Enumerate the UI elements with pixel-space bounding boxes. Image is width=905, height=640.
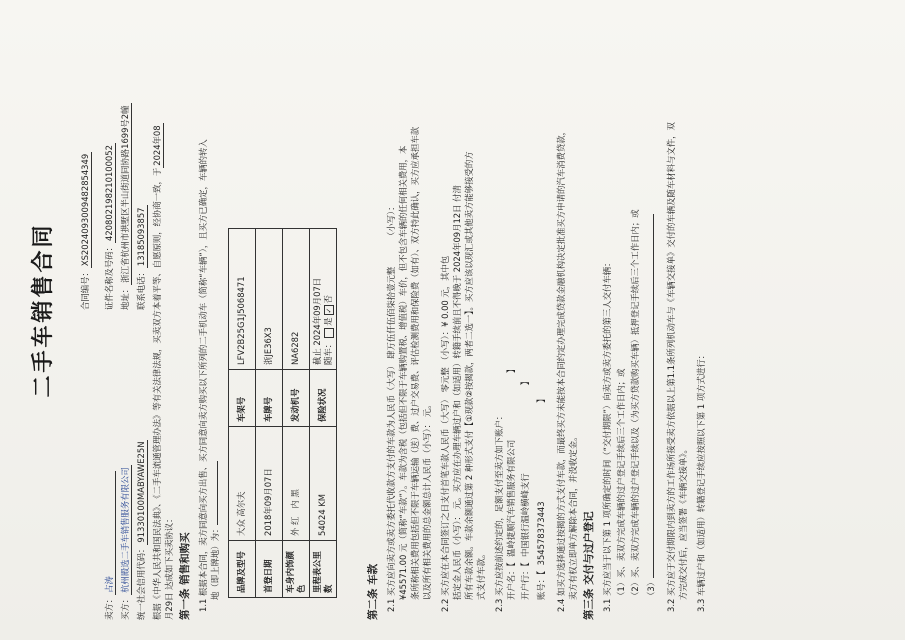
account-number: 354578373443 (536, 501, 546, 566)
art3-1-option-3-label: （3） (646, 577, 656, 600)
intro-line-1 (152, 123, 164, 620)
art2-1d: 以及所有相关费用的总金额总计人民币（小写）： 元。 (422, 400, 432, 600)
intro-text: 根据《中华人民共和国民法典》、《二手车流通管理办法》等有关法律法规，买卖双方本着平等、自愿原则，经协商一致，于 (152, 167, 162, 620)
vin-key: 车架号 (229, 370, 256, 427)
art3-1-option-3-blank (653, 214, 654, 578)
seller-label: 卖方： (104, 594, 114, 620)
engine-value: NA6282 (283, 229, 310, 370)
article-3-heading: 第三条 交付与过户登记 (583, 511, 595, 620)
brand-key: 品牌及型号 (229, 541, 256, 598)
art3-1-option-2: （2）买、卖双方完成车辆的过户登记手续以及（为买方贷款购买车辆）抵押登记手续后三个工作日内；或 (630, 209, 640, 600)
brand-value: 大众 高尔夫 (229, 427, 256, 541)
insurance-docs (323, 233, 334, 365)
account-number-row: 账号：【 354578373443 】 (536, 394, 546, 600)
insurance-value (310, 229, 337, 370)
table-row (229, 229, 256, 598)
art2-1b: ¥45571.00 元（简称“车款”）。车款为含税（包括但不限于车辆购置税、增值税）车价，但不包含车辆的任何相关费用，本 (398, 145, 408, 600)
art2-1a-small: （小写）： (386, 202, 396, 241)
registration-place-label: 地（即上牌地）为： (210, 524, 220, 600)
art2-1c: 条所称相关费用包括但不限于车辆运输（送）费、过户交易费、评估检测费用和保险费（如有）、双方特此确认，买方应承担车款 (410, 126, 420, 600)
credit-code: 91330100MABYAWE25N (136, 440, 148, 545)
table-row (256, 229, 283, 598)
account-name-label: 开户名： (506, 566, 516, 600)
insurance-yes: 是 (323, 317, 333, 326)
plate-key: 车牌号 (256, 370, 283, 427)
art3-1a: 3.1 买方应当于以下第 1 项所确定的时间（“交付期限”）向卖方或卖方委托的第三人交付车辆： (602, 258, 612, 612)
art3-3a: 3.3 车辆过户和（如适用）转籍登记手续应按照以下第 1 项方式进行： (696, 350, 706, 612)
plate-value: 浙JE36X3 (256, 229, 283, 370)
art3-1-option-1: （1）买、卖双方完成车辆的过户登记手续后三个工作日内；或 (616, 368, 626, 600)
seller-name: 占涛 (104, 471, 116, 595)
color-inner: 内 黑 (290, 489, 301, 509)
phone: 13185093857 (136, 206, 148, 269)
bank-row: 开户行：【 中国银行温岭横峰支行 】 (520, 377, 530, 600)
insurance-no: 否 (323, 295, 333, 304)
contract-number-label: 合同编号： (80, 268, 90, 310)
vehicle-table (228, 228, 337, 598)
intro-date: 2024年08 (152, 123, 164, 167)
art2-2a: 2.2 买方应在本合同签订之日支付首笔车款人民币（大写） 零元整 （小写）：¥ 0.00 元，其中包 (440, 255, 450, 612)
contract-number-row (80, 152, 92, 310)
contract-number: XS202409300948285434​9 (80, 152, 92, 268)
reg-value: 2018年09月07日 (256, 427, 283, 541)
table-row (310, 229, 337, 598)
bank-label: 开户行： (520, 566, 530, 600)
color-outer: 外 红 (290, 516, 301, 536)
credit-code-row (136, 440, 148, 620)
phone-label: 联系电话： (136, 268, 146, 310)
reg-key: 首登日期 (256, 541, 283, 598)
insurance-docs-label: 随车： (323, 339, 333, 365)
credit-code-label: 统一社会信用代码： (136, 544, 146, 620)
art3-1-option-3 (646, 214, 657, 600)
bank-name: 中国银行温岭横峰支行 (520, 473, 530, 557)
art2-3a: 2.3 买方应按前述约定的，足额支付至卖方如下账户： (494, 411, 504, 612)
seller-id-row (104, 143, 116, 310)
registration-place (217, 461, 218, 525)
checkbox-checked-icon: ✓ (324, 306, 334, 316)
article-2-heading: 第二条 车款 (367, 563, 379, 620)
table-row (283, 229, 310, 598)
seller-id-label: 证件名称及号码： (104, 243, 114, 310)
contract-title: 二手车销售合同 (30, 222, 56, 398)
engine-key: 发动机号 (283, 370, 310, 427)
seller-id: 420802198210100052 (104, 143, 116, 243)
buyer-address-row (120, 103, 132, 310)
art2-4a: 2.4 如买方选择通过按揭的方式支付车款，而最终买方未能按本合同约定办理完成贷款金融机构决定批准买方申请的汽车消费贷款， (556, 127, 566, 612)
vin-value: LFV2B25G1J5068471 (229, 229, 256, 370)
km-key: 里程表公里数 (310, 541, 337, 598)
art2-2c: 所有车款余额。车款余额通过第 2 种形式支付【①现款②按揭款，两者二选一】。买方应该以现汇或其他卖方能够接受的方 (464, 151, 474, 600)
art3-2b: 方完成交付后，应当签署《车辆交接单》。 (678, 445, 688, 600)
color-key: 车身内饰颜色 (283, 541, 310, 598)
account-number-label: 账号： (536, 574, 546, 600)
art1-1b-line (210, 461, 221, 600)
art2-4b: 卖方有权立即单方解除本合同，并没收定金。 (568, 432, 578, 600)
art2-2b: 括定金人民币（小写）： 元。买方应在办理车辆过户和（如适用）转籍手续前且不得晚于 2024年09月12日 付清 (452, 185, 462, 600)
art1-1-line: 1.1 根据本合同，卖方同意向买方出售、买方同意向卖方购买以下所列的二手机动车（简称“车辆”），且买方已确定，车辆的转入 (198, 139, 208, 612)
account-name: 温岭捷顺汽车销售服务有限公司 (506, 439, 516, 557)
art2-1a (386, 202, 397, 612)
insurance-key: 保险状况 (310, 370, 337, 427)
phone-row (136, 206, 148, 311)
buyer-label: 买方： (120, 594, 130, 620)
art2-1a-text: 2.1 买方应向卖方或卖方委托代收款方支付的车款为人民币（大写） 肆万伍仟伍佰柒拾壹元整 (386, 266, 396, 612)
buyer-address: 浙江省杭州市拱墅区半山街道同协路1699号2幢 (120, 103, 132, 284)
account-name-row: 开户名：【 温岭捷顺汽车销售服务有限公司 】 (506, 364, 516, 600)
intro-line-2: 月29日 达成如下买卖协议： (164, 514, 174, 620)
km-value: 54024 KM (310, 427, 337, 541)
art3-2a: 3.2 买方应于交付期限内到卖方的工作场所接受卖方依据以上第1.1条所列机动车与《车辆交接单》交付的车辆及随车材料与文件，双 (666, 122, 676, 612)
article-1-heading: 第一条 销售和购买 (179, 532, 191, 620)
color-value (283, 427, 310, 541)
buyer-row (120, 465, 132, 620)
seller-row (104, 471, 116, 620)
insurance-expiry: 截止 2024年09月07日 (311, 277, 322, 365)
art2-2d: 式支付车款。 (476, 549, 486, 600)
buyer-name: 杭州殿选二手车销售服务有限公司 (120, 465, 132, 595)
checkbox-unchecked-icon (324, 328, 334, 338)
buyer-address-label: 地址： (120, 284, 130, 310)
